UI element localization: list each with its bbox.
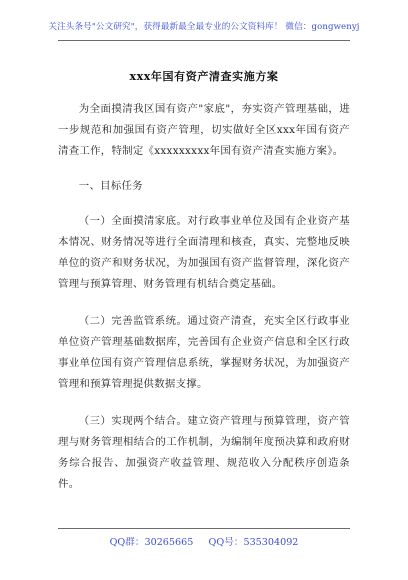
paragraph-spacer bbox=[58, 295, 350, 311]
intro-paragraph: 为全面摸清我区国有资产"家底"，夯实资产管理基础，进一步规范和加强国有资产管理，切实做好全区xxx年国有资产清查工作，特制定《xxxxxxxxx年国有资产清查实施方案》。 bbox=[58, 103, 350, 157]
header-divider bbox=[58, 40, 350, 41]
task-paragraph-3: （三）实现两个结合。建立资产管理与预算管理，资产管理与财务管理相结合的工作机制，为编制年度预决算和政府财务综合报告、加强资产收益管理、规范收入分配秩序创造条件。 bbox=[58, 415, 350, 490]
document-title: xxx年国有资产清查实施方案 bbox=[129, 70, 279, 83]
paragraph-spacer bbox=[58, 162, 350, 176]
page-header-promo: 关注头条号"公文研究"，获得最新最全最专业的公文资料库！ 微信：gongwenyj bbox=[48, 22, 360, 32]
page-footer-contact: QQ群：30265665 QQ号：535304092 bbox=[109, 537, 299, 548]
task-paragraph-2: （二）完善监管系统。通过资产清查，充实全区行政事业单位资产管理基础数据库，完善国有企业资产信息和全区行政事业单位国有资产管理信息系统，掌握财务状况，为加强资产管理和预算管理提供数据支撑。 bbox=[58, 315, 350, 390]
paragraph-spacer bbox=[58, 197, 350, 211]
document-body bbox=[58, 99, 350, 495]
section-heading: 一、目标任务 bbox=[78, 180, 143, 192]
paragraph-spacer bbox=[58, 395, 350, 411]
footer-divider bbox=[58, 528, 350, 529]
task-paragraph-1: （一）全面摸清家底。对行政事业单位及国有企业资产基本情况、财务情况等进行全面清理和核查，真实、完整地反映单位的资产和财务状况，为加强国有资产监督管理，深化资产管理与预算管理、财务管理有机结合奠定基础。 bbox=[58, 215, 350, 290]
